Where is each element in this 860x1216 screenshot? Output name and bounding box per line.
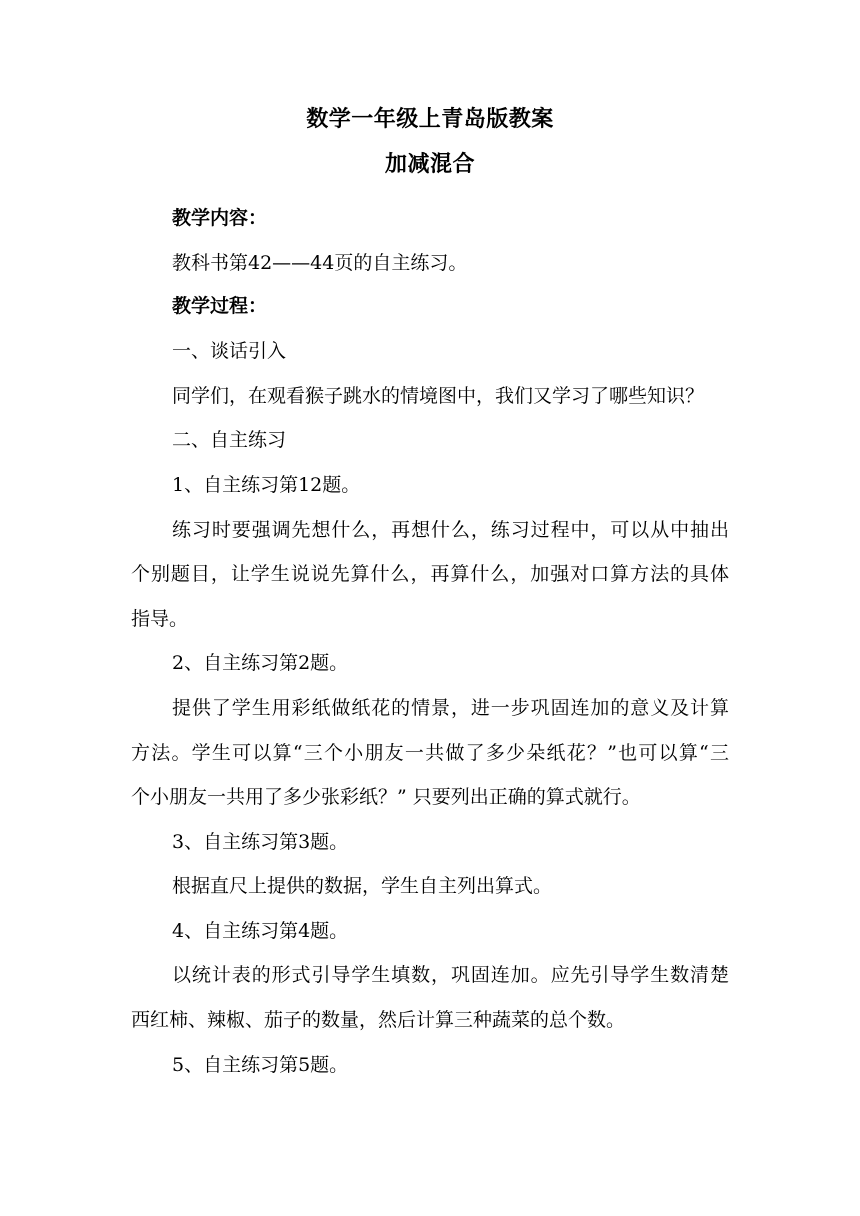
exercise-item-3: 3、自主练习第3题。 <box>172 831 349 853</box>
document-subtitle: 加减混合 <box>384 152 475 177</box>
intro-paragraph: 同学们，在观看猴子跳水的情境图中，我们又学习了哪些知识？ <box>172 385 705 407</box>
exercise-1-text-line: 指导。 <box>131 608 189 630</box>
process-heading: 教学过程： <box>172 295 268 317</box>
exercise-2-text-line: 个小朋友一共用了多少张彩纸？” 只要列出正确的算式就行。 <box>131 786 641 808</box>
exercise-4-text-line: 以统计表的形式引导学生填数，巩固连加。应先引导学生数清楚 <box>172 964 729 986</box>
exercise-2-text-line: 提供了学生用彩纸做纸花的情景，进一步巩固连加的意义及计算 <box>172 697 729 719</box>
content-heading: 教学内容： <box>172 207 268 229</box>
document-title: 数学一年级上青岛版教案 <box>306 107 554 132</box>
exercise-1-text-line: 个别题目，让学生说说先算什么，再算什么，加强对口算方法的具体 <box>131 563 729 585</box>
exercise-item-2: 2、自主练习第2题。 <box>172 652 349 674</box>
exercise-1-text-line: 练习时要强调先想什么，再想什么，练习过程中，可以从中抽出 <box>172 519 729 541</box>
exercise-4-text-line: 西红柿、辣椒、茄子的数量，然后计算三种蔬菜的总个数。 <box>131 1009 626 1031</box>
exercise-2-text-line: 方法。学生可以算“三个小朋友一共做了多少朵纸花？”也可以算“三 <box>131 742 729 764</box>
exercise-3-text: 根据直尺上提供的数据，学生自主列出算式。 <box>172 875 553 897</box>
content-text: 教科书第42——44页的自主练习。 <box>172 252 468 274</box>
section-heading-1: 一、谈话引入 <box>172 340 287 362</box>
exercise-item-4: 4、自主练习第4题。 <box>172 920 349 942</box>
exercise-item-5: 5、自主练习第5题。 <box>172 1054 349 1076</box>
section-heading-2: 二、自主练习 <box>172 429 287 451</box>
exercise-item-1: 1、自主练习第12题。 <box>172 474 361 496</box>
